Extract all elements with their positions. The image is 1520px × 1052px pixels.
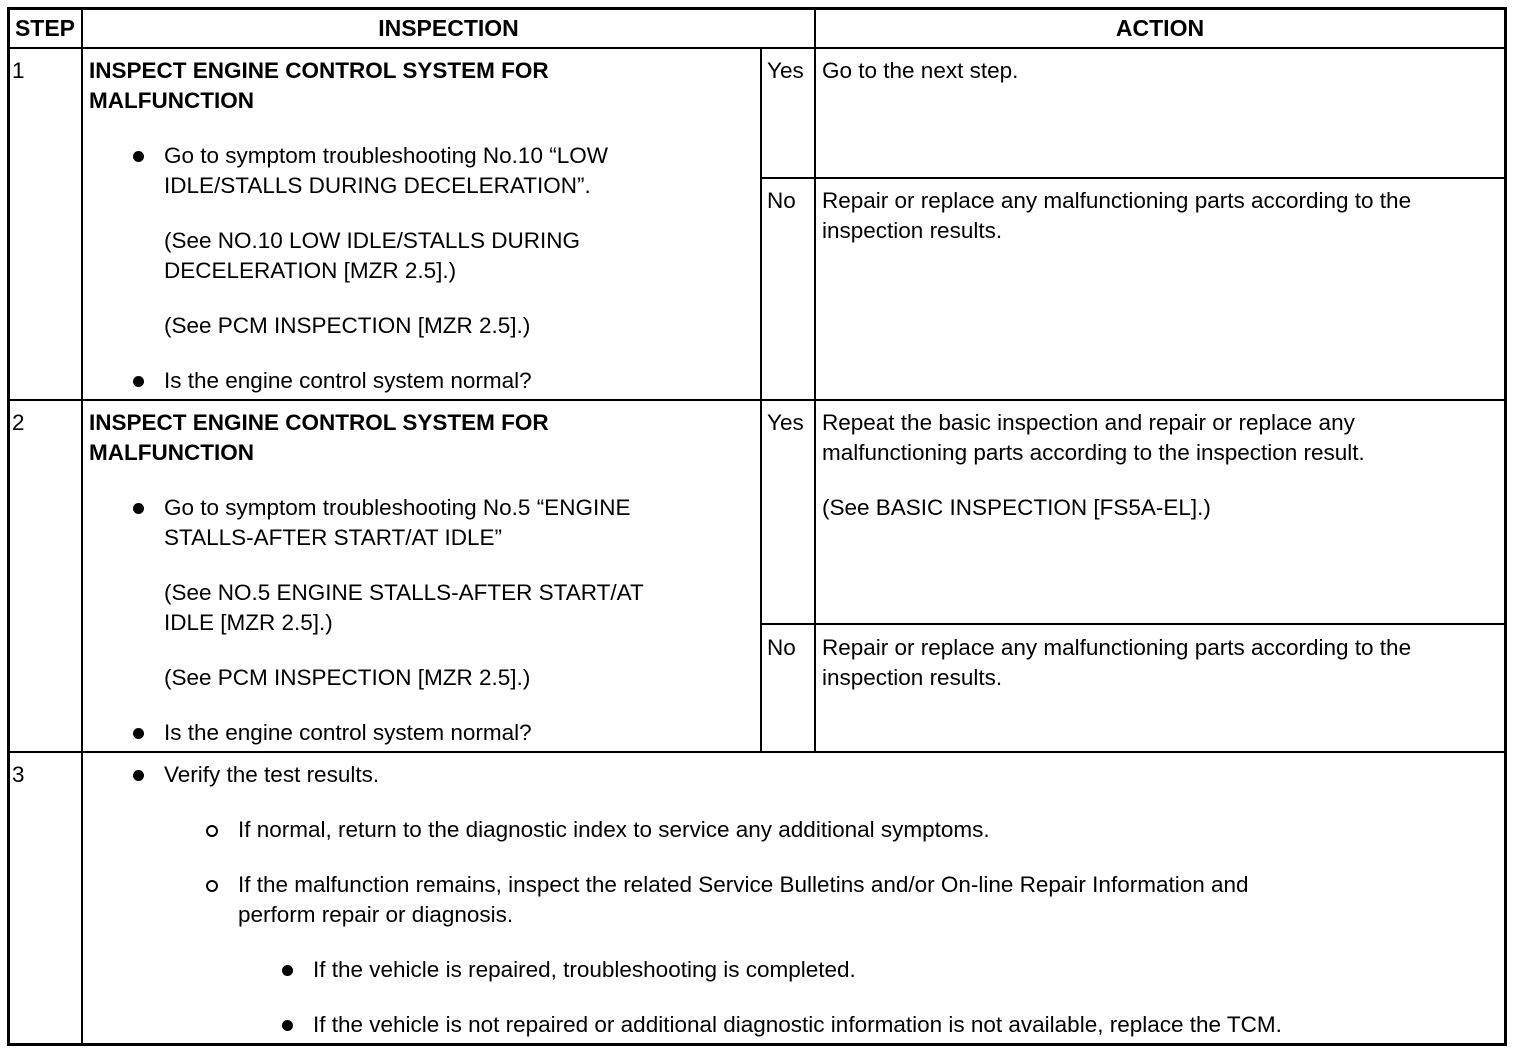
bullet-icon	[282, 965, 293, 976]
step-title: MALFUNCTION	[89, 88, 254, 113]
instruction-text: IDLE/STALLS DURING DECELERATION”.	[164, 173, 591, 198]
header-action: ACTION	[1115, 15, 1205, 41]
step-title: MALFUNCTION	[89, 440, 254, 465]
circle-bullet-icon	[206, 880, 218, 892]
bullet-icon	[133, 728, 144, 739]
row2-divider	[7, 751, 1507, 753]
header-step: STEP	[14, 15, 76, 41]
circle-bullet-icon	[206, 825, 218, 837]
bullet-icon	[282, 1020, 293, 1031]
no-label: No	[767, 188, 796, 213]
step-number: 1	[12, 58, 25, 83]
bullet-icon	[133, 376, 144, 387]
instruction-text: Go to symptom troubleshooting No.5 “ENGINE	[164, 495, 631, 520]
bullet-icon	[133, 503, 144, 514]
reference-text: (See PCM INSPECTION [MZR 2.5].)	[164, 313, 531, 338]
yes-action: malfunctioning parts according to the inspection result.	[822, 440, 1365, 465]
bullet-icon	[133, 770, 144, 781]
reference-text: (See NO.5 ENGINE STALLS-AFTER START/AT	[164, 580, 644, 605]
sub-sub-instruction: If the vehicle is not repaired or additional diagnostic information is not available, replace the TCM.	[313, 1012, 1282, 1037]
reference-text: DECELERATION [MZR 2.5].)	[164, 258, 457, 283]
no-action: inspection results.	[822, 665, 1003, 690]
yes-action: Go to the next step.	[822, 58, 1019, 83]
sub-instruction: If normal, return to the diagnostic index to service any additional symptoms.	[238, 817, 990, 842]
no-action: Repair or replace any malfunctioning parts according to the	[822, 635, 1412, 660]
border-right	[1504, 7, 1507, 1046]
step-number: 2	[12, 410, 25, 435]
border-left	[7, 7, 10, 1046]
verify-text: Verify the test results.	[164, 762, 380, 787]
header-divider	[7, 47, 1507, 49]
sub-instruction: If the malfunction remains, inspect the related Service Bulletins and/or On-line Repair Information and	[238, 872, 1249, 897]
no-action: Repair or replace any malfunctioning parts according to the	[822, 188, 1412, 213]
reference-text: (See NO.10 LOW IDLE/STALLS DURING	[164, 228, 580, 253]
yes-reference: (See BASIC INSPECTION [FS5A-EL].)	[822, 495, 1211, 520]
no-label: No	[767, 635, 796, 660]
step-number: 3	[12, 762, 25, 787]
header-inspection: INSPECTION	[378, 15, 519, 41]
no-action: inspection results.	[822, 218, 1003, 243]
step-col-divider	[81, 7, 83, 1046]
instruction-text: Go to symptom troubleshooting No.10 “LOW	[164, 143, 608, 168]
bullet-icon	[133, 151, 144, 162]
row2-yesno-divider	[760, 623, 1507, 625]
border-top	[7, 7, 1507, 10]
row1-divider	[7, 399, 1507, 401]
yes-label: Yes	[767, 410, 804, 435]
reference-text: (See PCM INSPECTION [MZR 2.5].)	[164, 665, 531, 690]
sub-instruction: perform repair or diagnosis.	[238, 902, 514, 927]
row1-yesno-divider	[760, 177, 1507, 179]
reference-text: IDLE [MZR 2.5].)	[164, 610, 333, 635]
yesno-col-divider	[760, 47, 762, 753]
yes-label: Yes	[767, 58, 804, 83]
question-text: Is the engine control system normal?	[164, 368, 532, 393]
border-bottom	[7, 1043, 1507, 1046]
sub-sub-instruction: If the vehicle is repaired, troubleshooting is completed.	[313, 957, 856, 982]
question-text: Is the engine control system normal?	[164, 720, 532, 745]
instruction-text: STALLS-AFTER START/AT IDLE”	[164, 525, 502, 550]
step-title: INSPECT ENGINE CONTROL SYSTEM FOR	[89, 410, 549, 435]
action-col-divider	[814, 7, 816, 753]
step-title: INSPECT ENGINE CONTROL SYSTEM FOR	[89, 58, 549, 83]
yes-action: Repeat the basic inspection and repair or replace any	[822, 410, 1355, 435]
